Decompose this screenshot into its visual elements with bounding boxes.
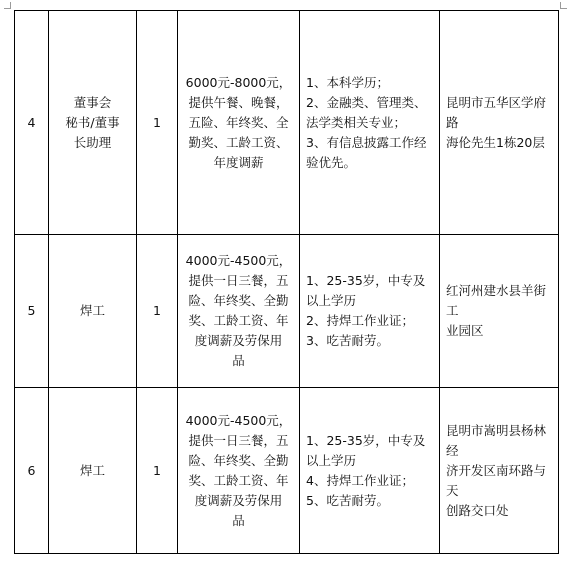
row-number: 5	[15, 235, 49, 388]
headcount: 1	[137, 388, 178, 554]
job-title: 董事会 秘书/董事 长助理	[49, 11, 137, 235]
row-number: 6	[15, 388, 49, 554]
page-corner-mark-right	[560, 2, 567, 9]
job-requirements: 1、本科学历； 2、金融类、管理类、 法学类相关专业； 3、有信息披露工作经 验优先。	[300, 11, 440, 235]
work-address: 红河州建水县羊街工 业园区	[440, 235, 559, 388]
table-row	[15, 235, 559, 388]
work-address: 昆明市五华区学府路 海伦先生1栋20层	[440, 11, 559, 235]
work-address: 昆明市嵩明县杨林经 济开发区南环路与天 创路交口处	[440, 388, 559, 554]
job-requirements: 1、25-35岁，中专及 以上学历 2、持焊工作业证； 3、吃苦耐劳。	[300, 235, 440, 388]
job-title: 焊工	[49, 235, 137, 388]
row-number: 4	[15, 11, 49, 235]
headcount: 1	[137, 235, 178, 388]
salary-benefits: 4000元-4500元， 提供一日三餐，五 险、年终奖、全勤 奖、工龄工资、年 度调薪及劳保用 品	[178, 388, 300, 554]
table-row	[15, 11, 559, 235]
headcount: 1	[137, 11, 178, 235]
job-requirements: 1、25-35岁，中专及 以上学历 4、持焊工作业证； 5、吃苦耐劳。	[300, 388, 440, 554]
salary-benefits: 4000元-4500元， 提供一日三餐，五 险、年终奖、全勤 奖、工龄工资、年 度调薪及劳保用 品	[178, 235, 300, 388]
table-row	[15, 388, 559, 554]
job-title: 焊工	[49, 388, 137, 554]
salary-benefits: 6000元-8000元， 提供午餐、晚餐， 五险、年终奖、全 勤奖、工龄工资、 年度调薪	[178, 11, 300, 235]
page-corner-mark-left	[4, 2, 11, 9]
job-listing-table	[14, 10, 559, 554]
